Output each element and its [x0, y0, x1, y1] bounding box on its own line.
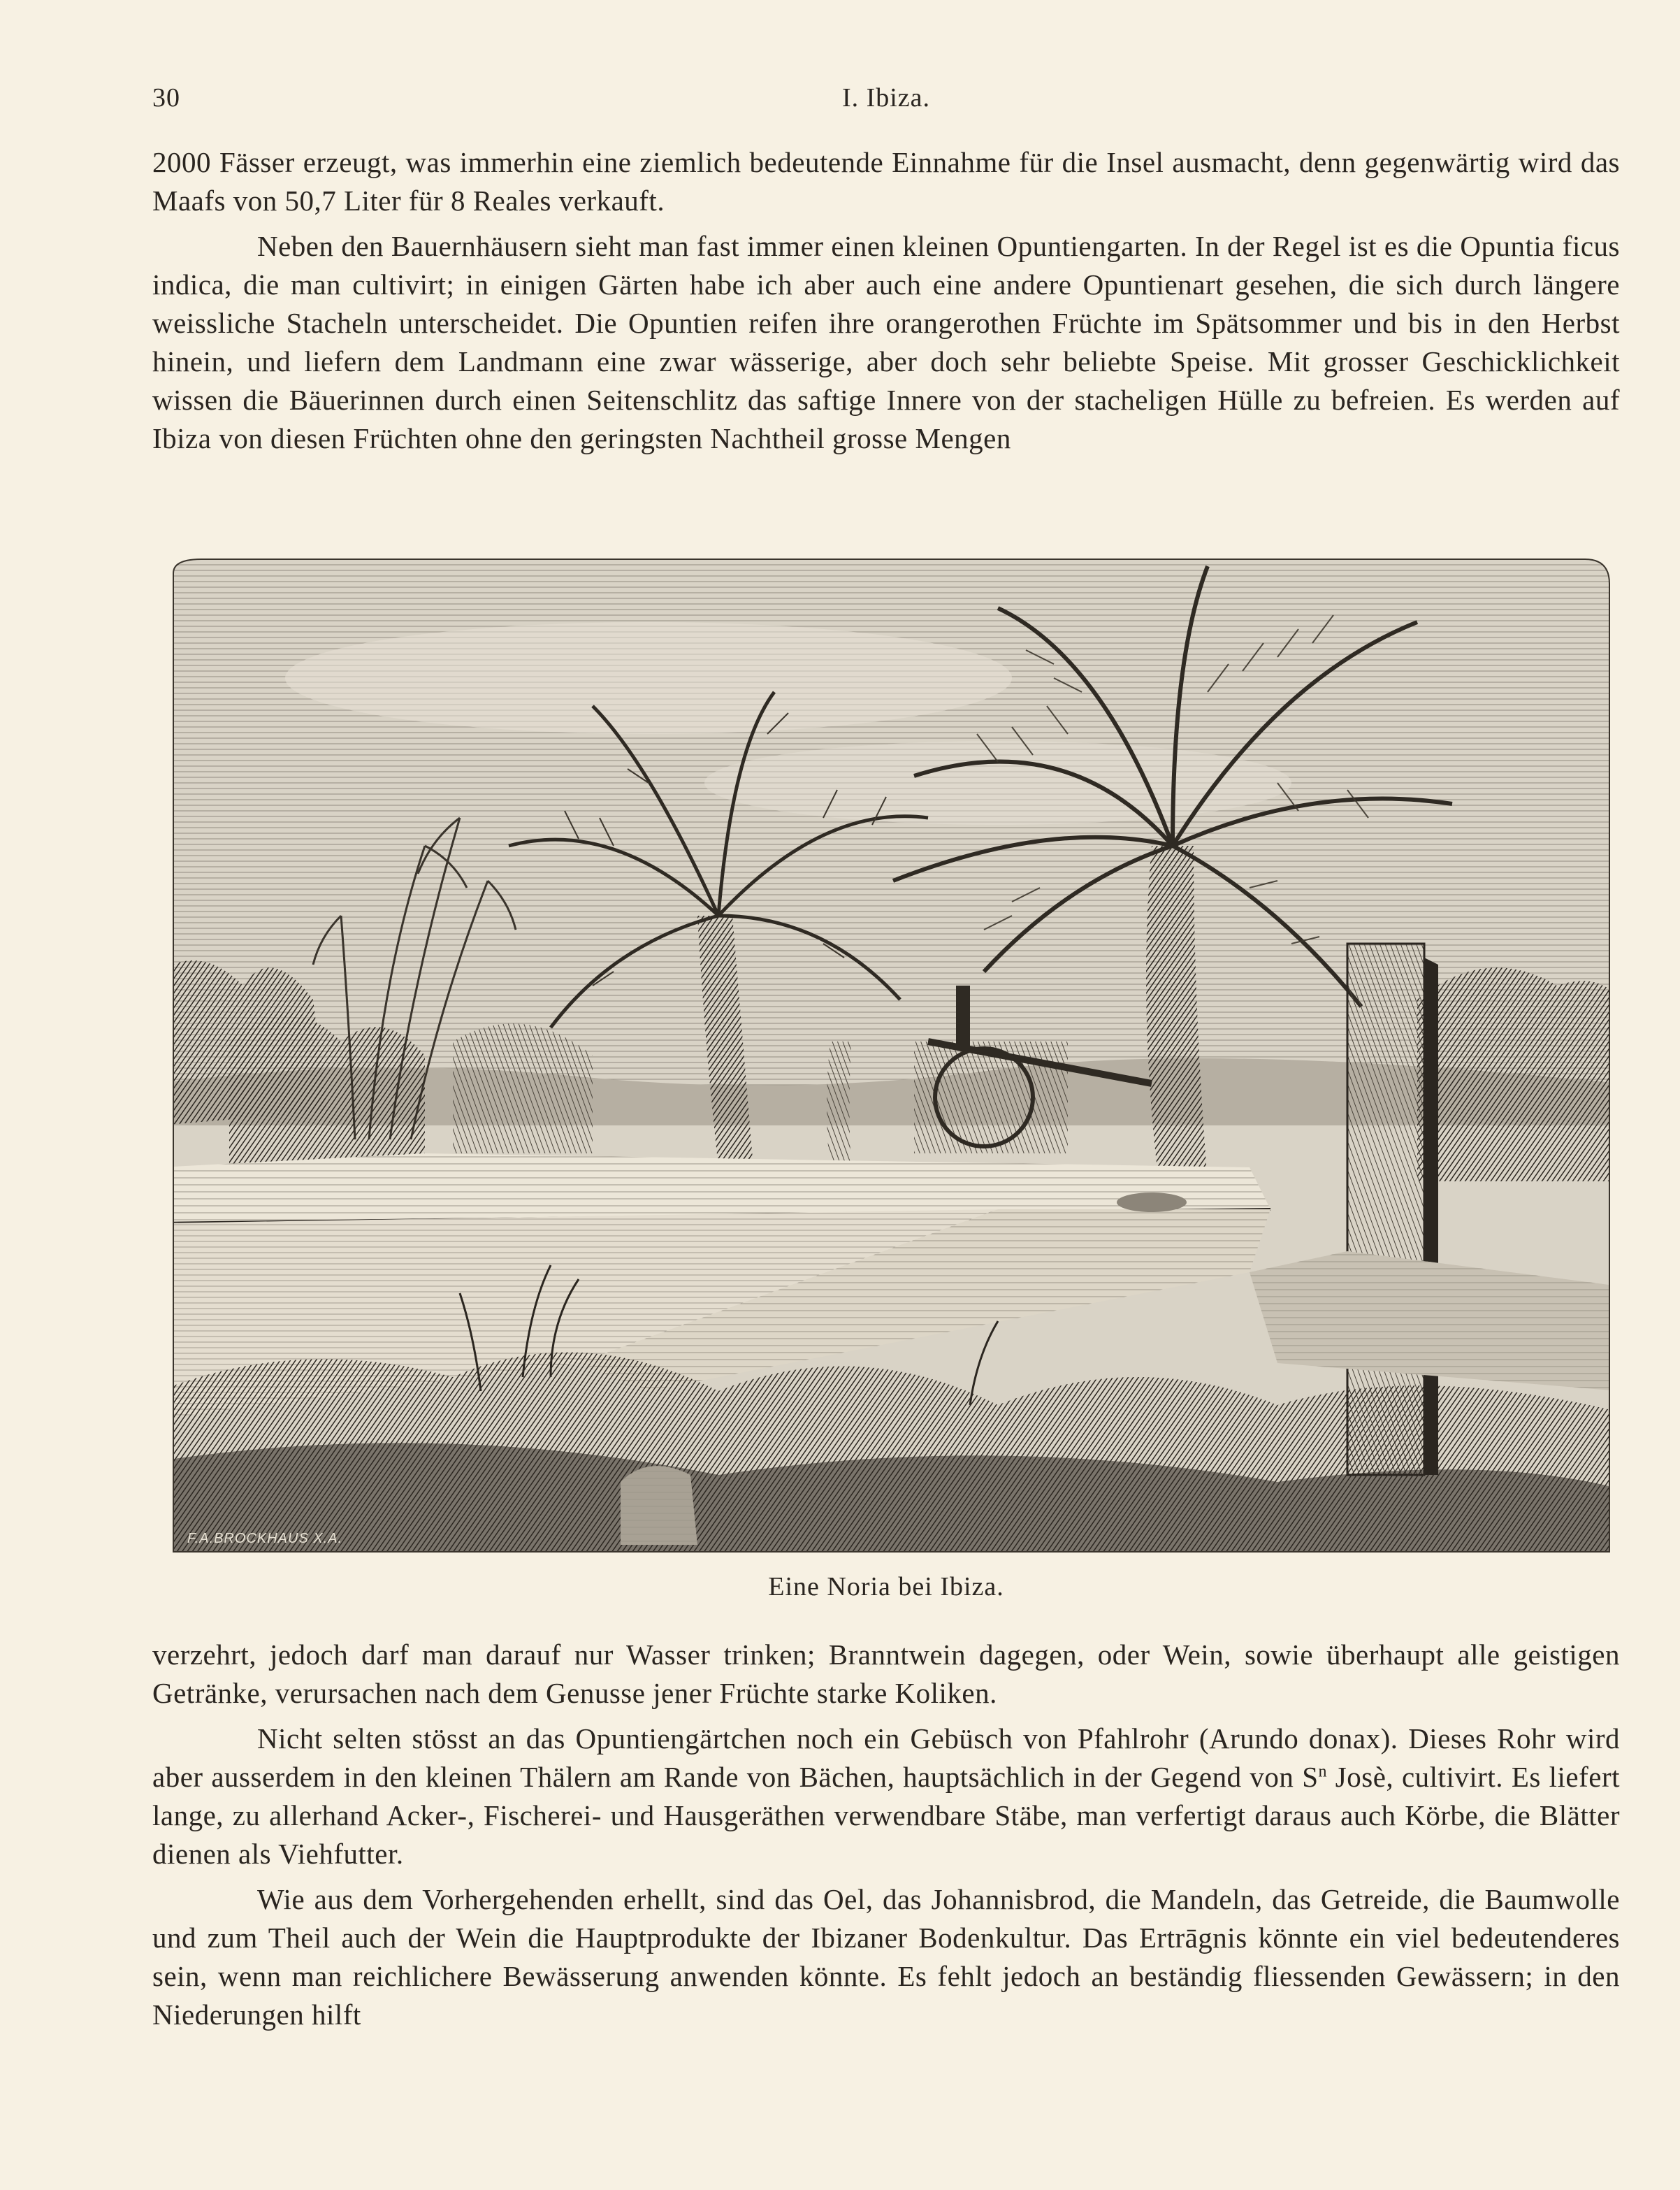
engraver-signature: F.A.BROCKHAUS X.A. [187, 1531, 343, 1546]
paragraph: Wie aus dem Vorhergehenden erhellt, sind das Oel, das Johannisbrod, die Mandeln, das Getreide, die Baumwolle und zum Theil auch der Wein die Hauptprodukte der Ibizaner Bodenkultur. Das Ertrāgnis könnte ein viel bedeutenderes sein, wenn man reichlichere Bewässerung anwenden könnte. Es fehlt jedoch an beständig fliessenden Gewässern; in den Niederungen hilft [152, 1883, 1620, 2031]
paragraph-text: Nicht selten stösst an das Opuntiengärtchen noch ein Gebüsch von Pfahlrohr (Arundo donax). Dieses Rohr wird aber ausserdem in den kleinen Thälern am Rande von Bächen, hauptsächlich in der Gegend von S [152, 1722, 1620, 1793]
text-block-bottom [152, 1636, 1620, 2034]
paragraph-text: Josè, cultivirt. Es liefert lange, zu allerhand Acker-, Fischerei- und Hausgeräthen verwendbare Stäbe, man verfertigt daraus auch Körbe, die Blätter dienen als Viehfutter. [152, 1761, 1620, 1870]
figure-caption: Eine Noria bei Ibiza. [768, 1572, 1004, 1601]
superscript: n [1318, 1762, 1328, 1781]
paragraph: verzehrt, jedoch darf man darauf nur Wasser trinken; Branntwein dagegen, oder Wein, sowie überhaupt alle geistigen Getränke, verursachen nach dem Genusse jener Früchte starke Koliken. [152, 1638, 1620, 1709]
page-header [152, 82, 1620, 117]
noria-engraving [159, 552, 1620, 1559]
text-block-top [152, 143, 1620, 458]
paragraph [152, 1720, 1620, 1873]
engraving-illustration [159, 552, 1620, 1559]
paragraph: 2000 Fässer erzeugt, was immerhin eine ziemlich bedeutende Einnahme für die Insel ausmacht, denn gegenwärtig wird das Maafs von 50,7 Liter für 8 Reales verkauft. [152, 146, 1620, 217]
paragraph: Neben den Bauernhäusern sieht man fast immer einen kleinen Opuntiengarten. In der Regel ist es die Opuntia ficus indica, die man cultivirt; in einigen Gärten habe ich aber auch eine andere Opuntienart gesehen, die sich durch längere weissliche Stacheln unterscheidet. Die Opuntien reifen ihre orangerothen Früchte im Spätsommer und bis in den Herbst hinein, und liefern dem Landmann eine zwar wässerige, aber doch sehr beliebte Speise. Mit grosser Geschicklichkeit wissen die Bäuerinnen durch einen Seitenschlitz das saftige Innere von der stacheligen Hülle zu befreien. Es werden auf Ibiza von diesen Früchten ohne den geringsten Nachtheil grosse Mengen [152, 230, 1620, 454]
page-number: 30 [152, 83, 180, 113]
running-title: I. Ibiza. [841, 83, 931, 113]
